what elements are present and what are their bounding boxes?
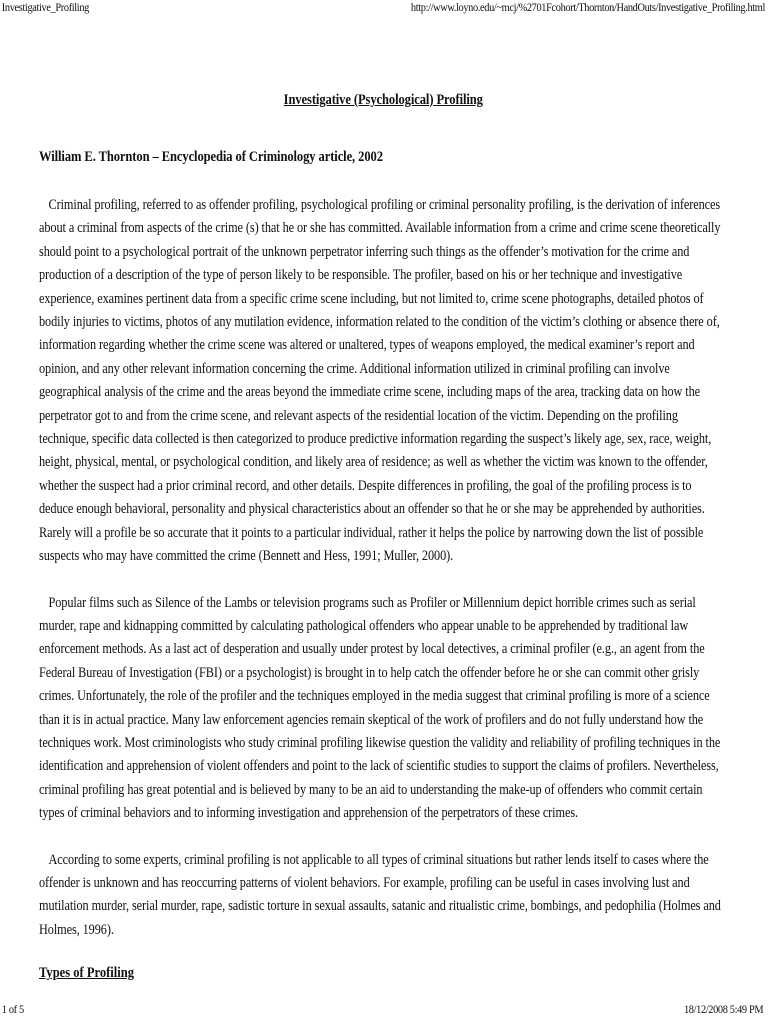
document-content (39, 92, 728, 982)
document-body (39, 92, 727, 982)
author-line: William E. Thornton – Encyclopedia of Criminology article, 2002 (39, 149, 383, 165)
paragraph-1: Criminal profiling, referred to as offender profiling, psychological profiling or criminal personality profiling, is the derivation of inferences about a criminal from aspects of the crime (s) that he or she has committed. Available information from a crime and crime scene theoretically should point to a psychological portrait of the unknown perpetrator inferring such things as the offender’s motivation for the crime and production of a description of the type of person likely to be responsible. The profiler, based on his or her technique and investigative experience, examines pertinent data from a specific crime scene including, but not limited to, crime scene photographs, detailed photos of bodily injuries to victims, photos of any mutilation evidence, information related to the condition of the victim’s clothing or absence there of, information regarding whether the crime scene was altered or unaltered, types of weapons employed, the medical examiner’s report and opinion, and any other relevant information concerning the crime. Additional information utilized in criminal profiling can involve geographical analysis of the crime and the areas beyond the immediate crime scene, including maps of the area, tracking data on how the perpetrator got to and from the crime scene, and relevant aspects of the residential location of the victim. Depending on the profiling technique, specific data collected is then categorized to produce predictive information regarding the suspect’s likely age, sex, race, weight, height, physical, mental, or psychological condition, and likely area of residence; as well as whether the victim was known to the offender, whether the suspect had a prior criminal record, and other details. Despite differences in profiling, the goal of the profiling process is to deduce enough behavioral, personality and physical characteristics about an offender so that he or she may be apprehended by authorities. Rarely will a profile be so accurate that it points to a particular individual, rather it helps the police by narrowing down the list of possible suspects who may have committed the crime (Bennett and Hess, 1991; Muller, 2000). (39, 197, 721, 565)
footer-page-number: 1 of 5 (1, 1004, 24, 1016)
header-url: http://www.loyno.edu/~mcj/%2701Fcohort/Thornton/HandOuts/Investigative_Profiling.html (410, 2, 765, 14)
document-title: Investigative (Psychological) Profiling (283, 92, 483, 108)
paragraph-3: According to some experts, criminal profiling is not applicable to all types of criminal situations but rather lends itself to cases where the offender is unknown and has reoccurring patterns of violent behaviors. For example, profiling can be useful in cases involving lust and mutilation murder, serial murder, rape, sadistic torture in sexual assaults, satanic and ritualistic crime, bombings, and pedophilia (Holmes and Holmes, 1996). (39, 851, 721, 938)
paragraph-2: Popular films such as Silence of the Lambs or television programs such as Profiler or Millennium depict horrible crimes such as serial murder, rape and kidnapping committed by calculating pathological offenders who appear unable to be apprehended by traditional law enforcement methods. As a last act of desperation and usually under protest by local detectives, a criminal profiler (e.g., an agent from the Federal Bureau of Investigation (FBI) or a psychologist) is brought in to help catch the offender before he or she can commit other grisly crimes. Unfortunately, the role of the profiler and the techniques employed in the media suggest that criminal profiling is more of a science than it is in actual practice. Many law enforcement agencies remain skeptical of the work of profilers and do not fully understand how the techniques work. Most criminologists who study criminal profiling likewise question the validity and reliability of profiling techniques in the identification and apprehension of violent offenders and point to the lack of scientific studies to support the claims of profilers. Nevertheless, criminal profiling has great potential and is believed by many to be an aid to understanding the make-up of offenders who commit certain types of criminal behaviors and to informing investigation and apprehension of the perpetrators of these crimes. (39, 594, 721, 822)
header-page-title: Investigative_Profiling (1, 2, 89, 14)
print-header (0, 2, 765, 20)
footer-printed-at: 18/12/2008 5:49 PM (683, 1004, 764, 1016)
print-footer (0, 1004, 764, 1022)
section-heading-types-of-profiling: Types of Profiling (39, 965, 135, 982)
